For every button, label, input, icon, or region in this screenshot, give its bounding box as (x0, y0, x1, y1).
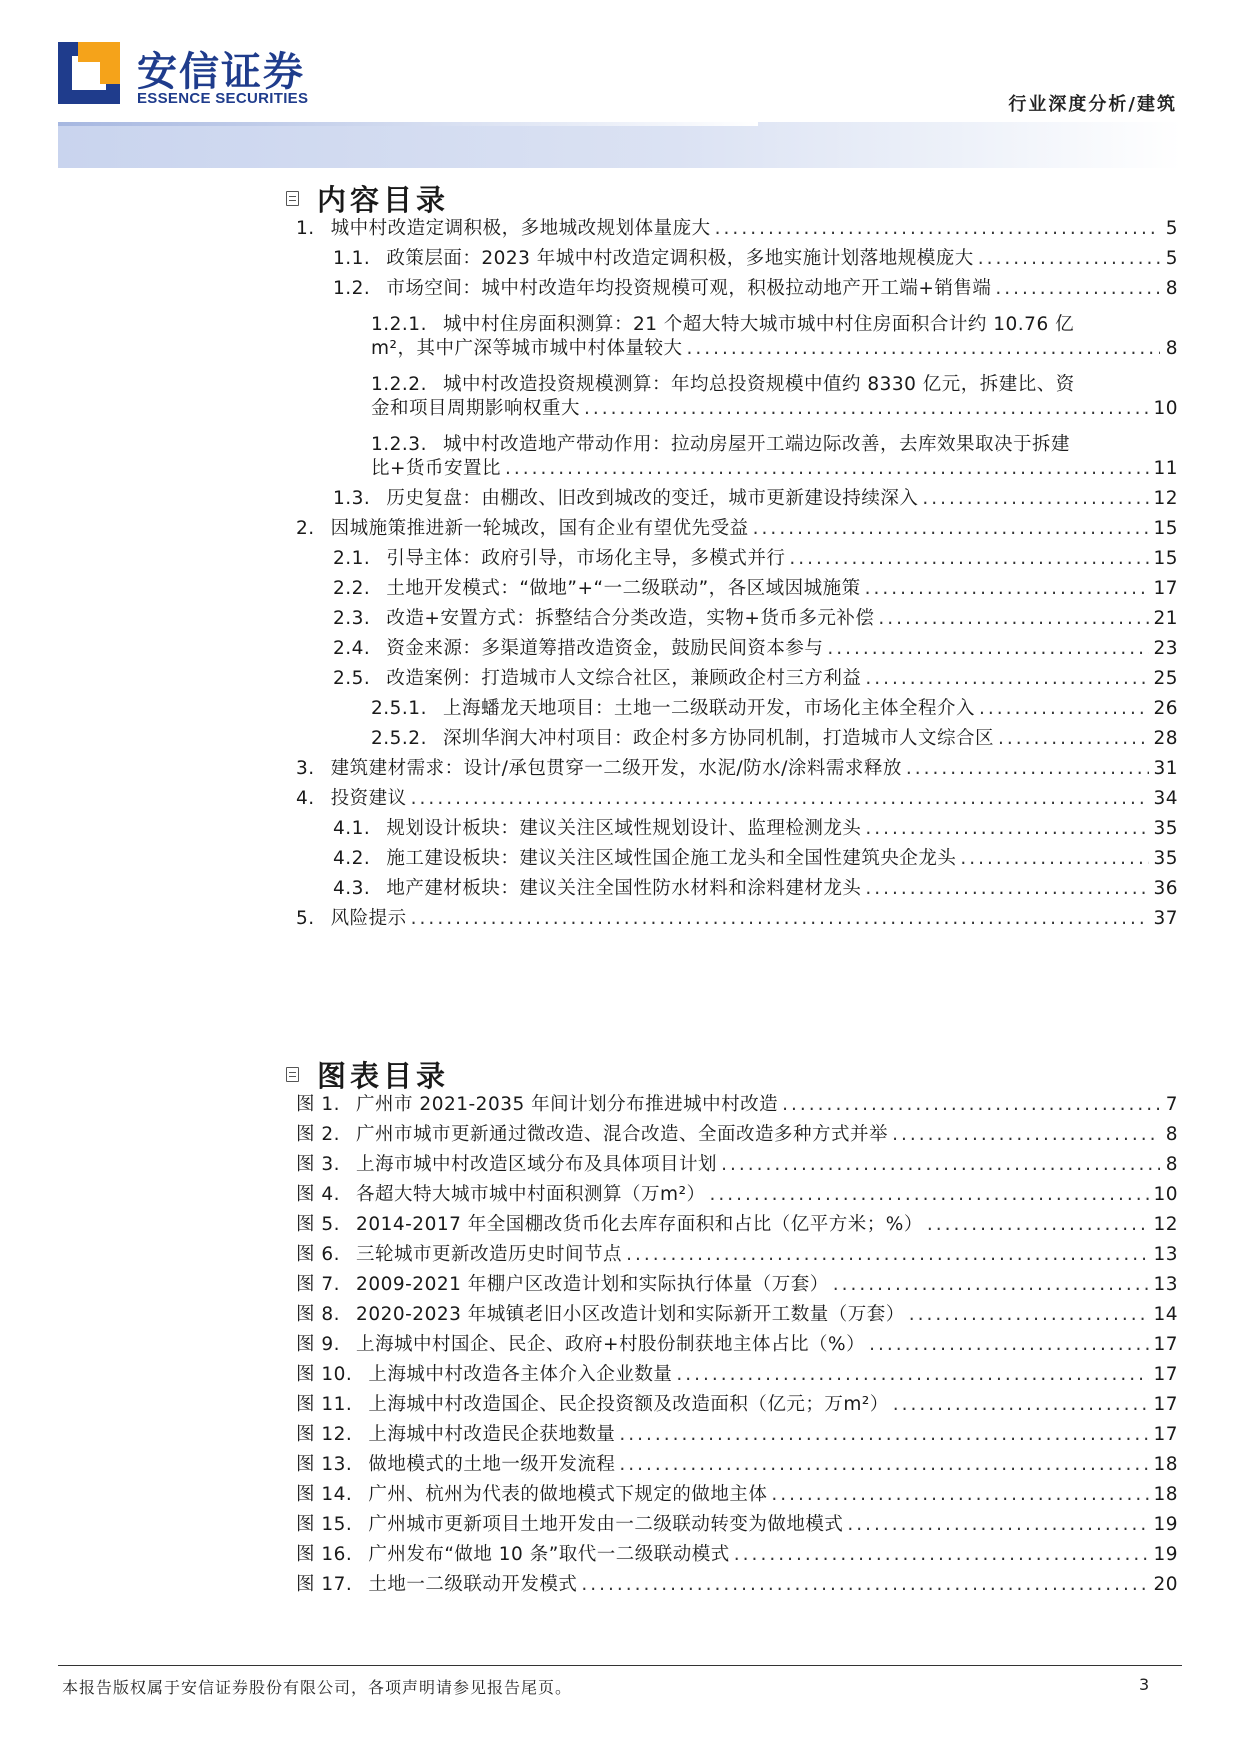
entry-number: 图 4. (296, 1184, 341, 1205)
entry-number: 5. (296, 908, 315, 929)
entry-number: 2.4. (333, 638, 371, 659)
entry-page-number: 37 (1153, 908, 1178, 929)
page-number: 3 (1139, 1675, 1150, 1694)
entry-number: 图 12. (296, 1424, 353, 1445)
toc-entry[interactable] (333, 550, 1178, 569)
entry-text: 城中村住房面积测算：21 个超大特大城市城中村住房面积合计约 10.76 亿 (442, 314, 1075, 335)
toc-heading (286, 178, 449, 219)
leader-dots (998, 730, 1149, 749)
entry-text: 历史复盘：由棚改、旧改到城改的变迁，城市更新建设持续深入 (386, 488, 919, 509)
entry-number: 1.3. (333, 488, 371, 509)
toc-entry[interactable] (296, 1576, 1178, 1595)
header-band (58, 122, 1182, 168)
entry-page-number: 13 (1153, 1274, 1178, 1295)
toc-entry[interactable] (296, 790, 1178, 809)
entry-text: 广州发布“做地 10 条”取代一二级联动模式 (368, 1544, 730, 1565)
leader-dots (581, 1576, 1149, 1595)
toc-entry[interactable] (296, 1306, 1178, 1325)
toc-entry[interactable] (333, 820, 1178, 839)
toc-entry[interactable] (296, 1186, 1178, 1205)
toc-entry[interactable] (296, 1096, 1178, 1115)
toc-entry[interactable] (296, 1336, 1178, 1355)
leader-dots (906, 760, 1150, 779)
toc-entry[interactable] (296, 1126, 1178, 1145)
toc-entry[interactable] (296, 1276, 1178, 1295)
leader-dots (979, 700, 1149, 719)
entry-text: 建筑建材需求：设计/承包贯穿一二级开发，水泥/防水/涂料需求释放 (330, 758, 902, 779)
leader-dots (789, 550, 1149, 569)
entry-text: 土地开发模式：“做地”+“一二级联动”，各区域因城施策 (386, 578, 861, 599)
leader-dots (978, 250, 1160, 269)
toc-entry-line1[interactable] (371, 310, 1074, 336)
entry-page-number: 7 (1165, 1094, 1178, 1115)
toc-entry[interactable] (333, 580, 1178, 599)
leader-dots (584, 400, 1149, 419)
entry-page-number: 12 (1153, 488, 1178, 509)
entry-text: 上海城中村改造各主体介入企业数量 (368, 1364, 673, 1385)
entry-number: 图 15. (296, 1514, 353, 1535)
entry-number: 3. (296, 758, 315, 779)
leader-dots (753, 520, 1150, 539)
entry-number: 图 16. (296, 1544, 353, 1565)
entry-text: 地产建材板块：建议关注全国性防水材料和涂料建材龙头 (386, 878, 862, 899)
leader-dots (927, 1216, 1150, 1235)
entry-number: 图 8. (296, 1304, 341, 1325)
entry-number: 图 13. (296, 1454, 353, 1475)
entry-page-number: 8 (1165, 1124, 1178, 1145)
entry-page-number: 28 (1153, 728, 1178, 749)
toc-entry[interactable] (296, 220, 1178, 239)
leader-dots (827, 640, 1149, 659)
entry-text: 投资建议 (330, 788, 407, 809)
toc-entry[interactable] (296, 1486, 1178, 1505)
entry-page-number: 5 (1165, 218, 1178, 239)
leader-dots (686, 340, 1160, 359)
entry-page-number: 15 (1153, 548, 1178, 569)
entry-text: 改造案例：打造城市人文综合社区，兼顾政企村三方利益 (386, 668, 862, 689)
entry-page-number: 26 (1153, 698, 1178, 719)
entry-page-number: 17 (1153, 578, 1178, 599)
entry-text: 广州、杭州为代表的做地模式下规定的做地主体 (368, 1484, 768, 1505)
entry-number: 4.3. (333, 878, 371, 899)
report-type: 行业深度分析/建筑 (1008, 94, 1177, 115)
leader-dots (960, 850, 1149, 869)
toc-title: 内容目录 (317, 183, 450, 217)
entry-page-number: 20 (1153, 1574, 1178, 1595)
entry-text: 广州市 2021-2035 年间计划分布推进城中村改造 (356, 1094, 779, 1115)
entry-text: 城中村改造投资规模测算：年均总投资规模中值约 8330 亿元，拆建比、资 (442, 374, 1075, 395)
entry-number: 4.2. (333, 848, 371, 869)
leader-dots (878, 610, 1149, 629)
entry-number: 图 1. (296, 1094, 341, 1115)
entry-number: 2.5.1. (371, 698, 427, 719)
leader-dots (922, 490, 1149, 509)
leader-dots (869, 1336, 1149, 1355)
toc-entry[interactable] (296, 1246, 1178, 1265)
brand-logo-icon (58, 42, 120, 104)
toc-entry[interactable] (296, 520, 1178, 539)
entry-page-number: 5 (1165, 248, 1178, 269)
entry-text: m²，其中广深等城市城中村体量较大 (371, 338, 683, 359)
entry-text: 2009-2021 年棚户区改造计划和实际执行体量（万套） (356, 1274, 829, 1295)
toc-entry-line2[interactable] (371, 340, 1178, 359)
entry-text: 上海城中村改造民企获地数量 (368, 1424, 616, 1445)
document-icon (286, 191, 299, 206)
toc-entry[interactable] (296, 1216, 1178, 1235)
entry-text: 2014-2017 年全国棚改货币化去库存面积和占比（亿平方米；%） (356, 1214, 923, 1235)
entry-text: 广州城市更新项目土地开发由一二级联动转变为做地模式 (368, 1514, 844, 1535)
entry-number: 1.2.1. (371, 314, 427, 335)
entry-page-number: 17 (1153, 1334, 1178, 1355)
entry-page-number: 34 (1153, 788, 1178, 809)
leader-dots (734, 1546, 1150, 1565)
entry-text: 做地模式的土地一级开发流程 (368, 1454, 616, 1475)
entry-text: 规划设计板块：建议关注区域性规划设计、监理检测龙头 (386, 818, 862, 839)
toc-entry[interactable] (296, 1516, 1178, 1535)
entry-number: 图 14. (296, 1484, 353, 1505)
leader-dots (892, 1126, 1160, 1145)
toc-entry[interactable] (333, 850, 1178, 869)
entry-page-number: 31 (1153, 758, 1178, 779)
footer-disclaimer: 本报告版权属于安信证券股份有限公司，各项声明请参见报告尾页。 (62, 1678, 573, 1697)
entry-text: 市场空间：城中村改造年均投资规模可观，积极拉动地产开工端+销售端 (386, 278, 992, 299)
entry-number: 图 9. (296, 1334, 341, 1355)
entry-page-number: 12 (1153, 1214, 1178, 1235)
entry-text: 各超大特大城市城中村面积测算（万m²） (356, 1184, 706, 1205)
entry-text: 广州市城市更新通过微改造、混合改造、全面改造多种方式并举 (356, 1124, 889, 1145)
toc-entry-line1[interactable] (371, 430, 1070, 456)
leader-dots (865, 880, 1149, 899)
leader-dots (909, 1306, 1150, 1325)
brand-name-en: ESSENCE SECURITIES (137, 90, 309, 107)
toc-entry-line2[interactable] (371, 400, 1178, 419)
entry-page-number: 10 (1153, 398, 1178, 419)
entry-text: 上海城中村国企、民企、政府+村股份制获地主体占比（%） (356, 1334, 866, 1355)
entry-page-number: 19 (1153, 1514, 1178, 1535)
entry-page-number: 17 (1153, 1394, 1178, 1415)
entry-text: 城中村改造地产带动作用：拉动房屋开工端边际改善，去库效果取决于拆建 (442, 434, 1070, 455)
entry-page-number: 13 (1153, 1244, 1178, 1265)
toc-entry[interactable] (296, 1396, 1178, 1415)
entry-number: 图 3. (296, 1154, 341, 1175)
entry-number: 4. (296, 788, 315, 809)
leader-dots (833, 1276, 1150, 1295)
entry-number: 图 7. (296, 1274, 341, 1295)
entry-number: 图 6. (296, 1244, 341, 1265)
toc-entry[interactable] (333, 490, 1178, 509)
toc-entry[interactable] (333, 250, 1178, 269)
toc-entry[interactable] (296, 760, 1178, 779)
leader-dots (676, 1366, 1149, 1385)
toc-entry[interactable] (333, 610, 1178, 629)
entry-text: 深圳华润大冲村项目：政企村多方协同机制，打造城市人文综合区 (442, 728, 994, 749)
brand-name-cn: 安信证券 (137, 49, 305, 95)
leader-dots (626, 1246, 1149, 1265)
entry-page-number: 8 (1165, 278, 1178, 299)
leader-dots (505, 460, 1149, 479)
entry-number: 图 17. (296, 1574, 353, 1595)
entry-number: 2.2. (333, 578, 371, 599)
entry-text: 资金来源：多渠道筹措改造资金，鼓励民间资本参与 (386, 638, 824, 659)
entry-text: 上海蟠龙天地项目：土地一二级联动开发，市场化主体全程介入 (442, 698, 975, 719)
entry-number: 图 11. (296, 1394, 353, 1415)
toc-entry[interactable] (333, 640, 1178, 659)
entry-page-number: 18 (1153, 1484, 1178, 1505)
header-band-accent (58, 122, 758, 126)
entry-page-number: 19 (1153, 1544, 1178, 1565)
entry-page-number: 36 (1153, 878, 1178, 899)
entry-number: 1.2.2. (371, 374, 427, 395)
entry-number: 图 5. (296, 1214, 341, 1235)
entry-page-number: 17 (1153, 1424, 1178, 1445)
entry-number: 图 10. (296, 1364, 353, 1385)
entry-text: 政策层面：2023 年城中村改造定调积极，多地实施计划落地规模庞大 (386, 248, 974, 269)
entry-page-number: 15 (1153, 518, 1178, 539)
entry-page-number: 25 (1153, 668, 1178, 689)
leader-dots (715, 220, 1160, 239)
entry-number: 2.5.2. (371, 728, 427, 749)
entry-number: 1.1. (333, 248, 371, 269)
entry-page-number: 8 (1165, 338, 1178, 359)
entry-number: 2.5. (333, 668, 371, 689)
entry-text: 引导主体：政府引导，市场化主导，多模式并行 (386, 548, 786, 569)
entry-number: 4.1. (333, 818, 371, 839)
entry-number: 1. (296, 218, 315, 239)
entry-page-number: 35 (1153, 848, 1178, 869)
leader-dots (619, 1456, 1149, 1475)
toc-entry[interactable] (296, 910, 1178, 929)
leader-dots (865, 580, 1150, 599)
entry-text: 金和项目周期影响权重大 (371, 398, 581, 419)
toc-entry[interactable] (296, 1456, 1178, 1475)
entry-page-number: 11 (1153, 458, 1178, 479)
toc-entry[interactable] (296, 1426, 1178, 1445)
entry-number: 图 2. (296, 1124, 341, 1145)
entry-page-number: 10 (1153, 1184, 1178, 1205)
document-icon (286, 1067, 299, 1082)
entry-text: 上海城中村改造国企、民企投资额及改造面积（亿元；万m²） (368, 1394, 889, 1415)
entry-text: 上海市城中村改造区域分布及具体项目计划 (356, 1154, 718, 1175)
leader-dots (411, 790, 1150, 809)
leader-dots (782, 1096, 1160, 1115)
entry-text: 施工建设板块：建议关注区域性国企施工龙头和全国性建筑央企龙头 (386, 848, 957, 869)
toc-entry[interactable] (296, 1156, 1178, 1175)
entry-text: 城中村改造定调积极，多地城改规划体量庞大 (330, 218, 711, 239)
entry-text: 2020-2023 年城镇老旧小区改造计划和实际新开工数量（万套） (356, 1304, 905, 1325)
entry-number: 2.1. (333, 548, 371, 569)
leader-dots (865, 820, 1149, 839)
toc-entry[interactable] (333, 670, 1178, 689)
figures-title: 图表目录 (317, 1059, 450, 1093)
entry-page-number: 35 (1153, 818, 1178, 839)
entry-number: 1.2.3. (371, 434, 427, 455)
leader-dots (847, 1516, 1149, 1535)
leader-dots (411, 910, 1150, 929)
leader-dots (619, 1426, 1149, 1445)
entry-text: 改造+安置方式：拆整结合分类改造，实物+货币多元补偿 (386, 608, 875, 629)
toc-entry[interactable] (371, 730, 1178, 749)
leader-dots (721, 1156, 1160, 1175)
entry-page-number: 23 (1153, 638, 1178, 659)
entry-text: 比+货币安置比 (371, 458, 502, 479)
toc-entry-line1[interactable] (371, 370, 1075, 396)
toc-entry[interactable] (333, 280, 1178, 299)
entry-text: 土地一二级联动开发模式 (368, 1574, 578, 1595)
entry-number: 2.3. (333, 608, 371, 629)
figures-heading (286, 1054, 449, 1095)
entry-text: 风险提示 (330, 908, 407, 929)
entry-page-number: 17 (1153, 1364, 1178, 1385)
toc-entry[interactable] (371, 700, 1178, 719)
leader-dots (771, 1486, 1149, 1505)
leader-dots (893, 1396, 1150, 1415)
toc-entry[interactable] (296, 1366, 1178, 1385)
leader-dots (710, 1186, 1150, 1205)
entry-text: 因城施策推进新一轮城改，国有企业有望优先受益 (330, 518, 749, 539)
entry-number: 2. (296, 518, 315, 539)
entry-page-number: 8 (1165, 1154, 1178, 1175)
entry-number: 1.2. (333, 278, 371, 299)
footer-divider (58, 1665, 1182, 1666)
toc-entry-line2[interactable] (371, 460, 1178, 479)
entry-page-number: 18 (1153, 1454, 1178, 1475)
leader-dots (995, 280, 1160, 299)
entry-text: 三轮城市更新改造历史时间节点 (356, 1244, 623, 1265)
toc-entry[interactable] (333, 880, 1178, 899)
entry-page-number: 21 (1153, 608, 1178, 629)
entry-page-number: 14 (1153, 1304, 1178, 1325)
toc-entry[interactable] (296, 1546, 1178, 1565)
leader-dots (865, 670, 1149, 689)
